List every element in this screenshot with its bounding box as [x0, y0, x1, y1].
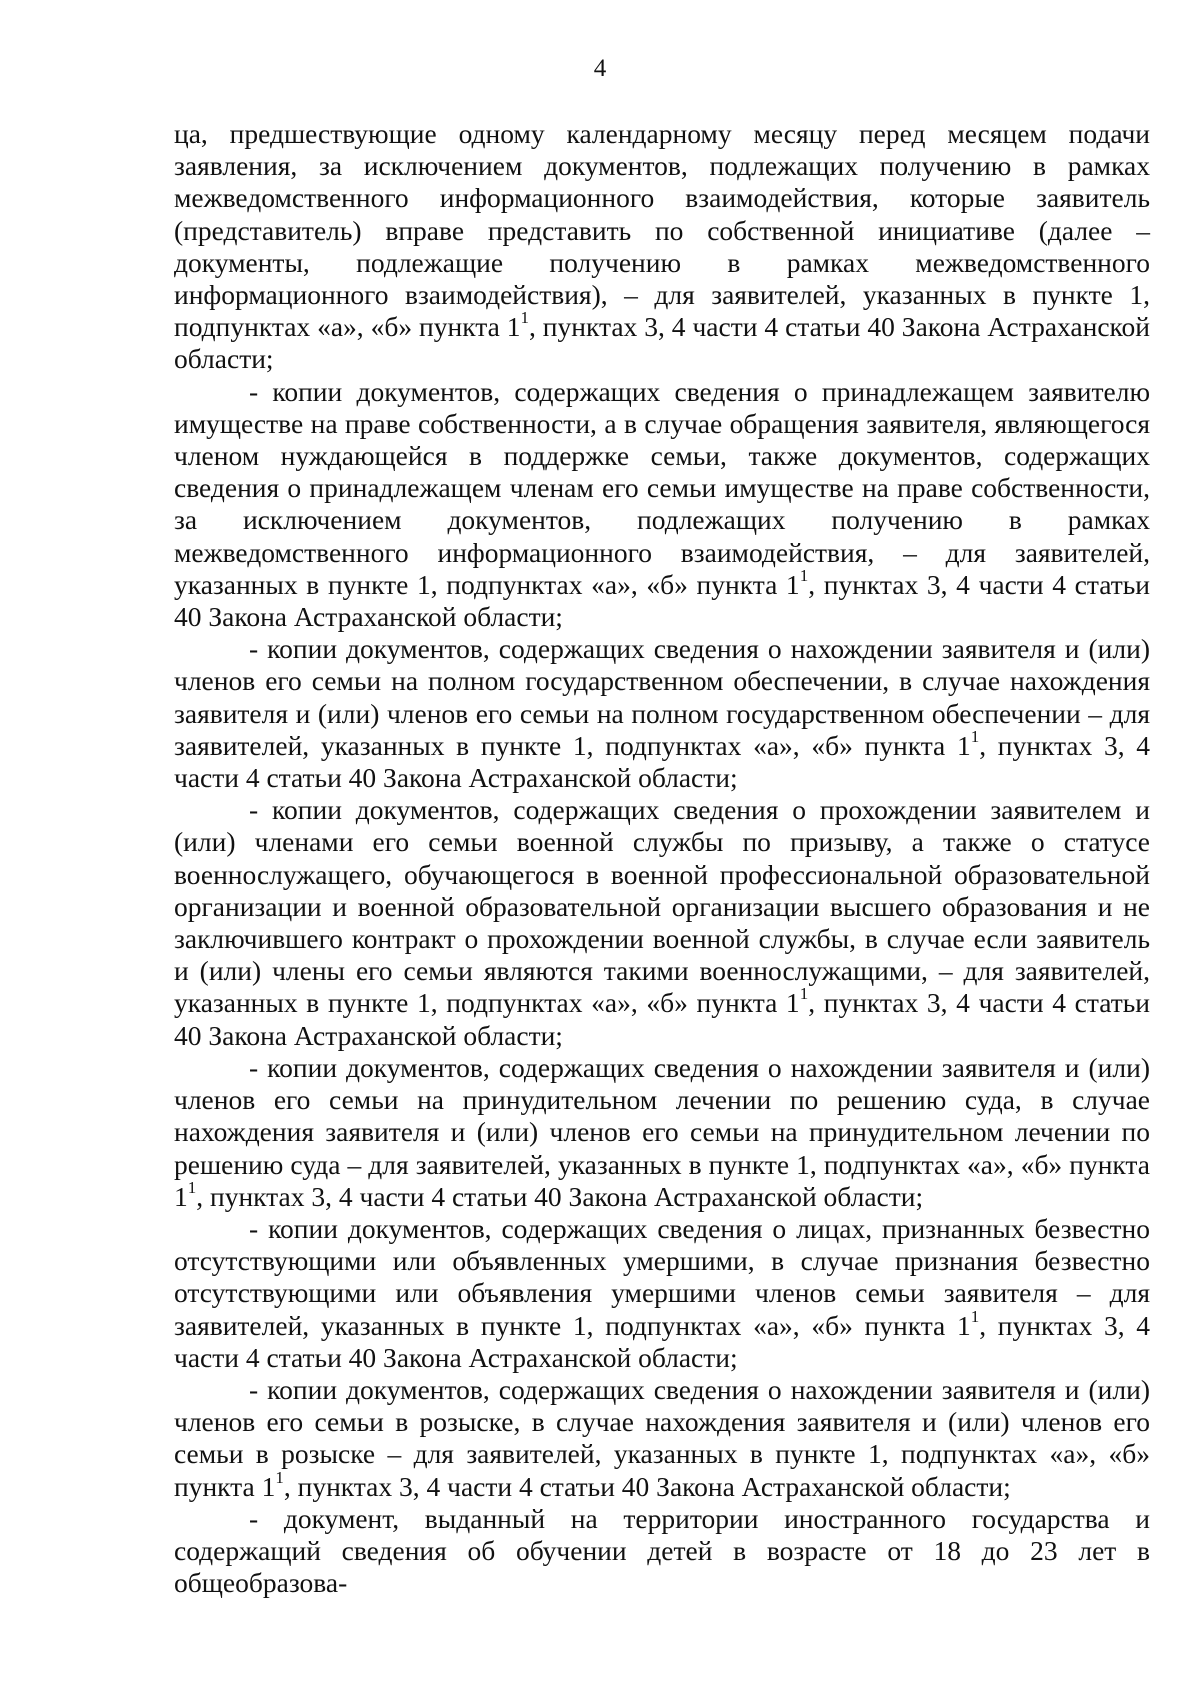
paragraph-text: - копии документов, содержащих сведения о лицах, признанных безвестно отсутствующими или объявленных умершими, в случае признания безвестно отсутствующими или объявления умершими членов семьи заявителя – для заявителей, указанных в пункте 1, подпунктах «а», «б» пункта 1 [174, 1212, 1150, 1341]
paragraph [174, 118, 1150, 376]
paragraph-text: , пунктах 3, 4 части 4 статьи 40 Закона Астраханской области; [174, 987, 1150, 1051]
document-body [174, 118, 1150, 1599]
superscript: 1 [520, 308, 529, 328]
paragraph [174, 1503, 1150, 1600]
paragraph-text: , пунктах 3, 4 части 4 статьи 40 Закона Астраханской области; [174, 568, 1150, 633]
paragraph [174, 376, 1150, 634]
paragraph [174, 633, 1150, 794]
paragraph-text: ца, предшествующие одному календарному месяцу перед месяцем подачи заявления, за исключением документов, подлежащих получению в рамках межведомственного информационного взаимодействия, которые заявитель (представитель) вправе представить по собственной инициативе (далее – документы, подлежащие получению в рамках межведомственного информационного взаимодействия), – для заявителей, указанных в пункте 1, подпунктах «а», «б» пункта 1 [174, 118, 1150, 343]
superscript: 1 [799, 565, 809, 585]
paragraph-text: - копии документов, содержащих сведения о прохождении заявителем и (или) членами его семьи военной службы по призыву, а также о статусе военнослужащего, обучающегося в военной профессиональной образовательной организации и военной образовательной организации высшего образования и не заключившего контракт о прохождении военной службы, в случае если заявитель и (или) члены его семьи являются такими военнослужащими, – для заявителей, указанных в пункте 1, подпунктах «а», «б» пункта 1 [174, 794, 1150, 1019]
paragraph-text: , пунктах 3, 4 части 4 статьи 40 Закона Астраханской области; [283, 1470, 1011, 1502]
superscript: 1 [799, 984, 809, 1004]
paragraph-text: - документ, выданный на территории иностранного государства и содержащий сведения об обучении детей в возрасте от 18 до 23 лет в общеобразова- [174, 1502, 1150, 1599]
paragraph-text: - копии документов, содержащих сведения о нахождении заявителя и (или) членов его семьи в розыске, в случае нахождения заявителя и (или) членов его семьи в розыске – для заявителей, указанных в пункте 1, подпунктах «а», «б» пункта 1 [174, 1373, 1150, 1502]
paragraph-text: - копии документов, содержащих сведения о нахождении заявителя и (или) членов его семьи на принудительном лечении по решению суда, в случае нахождения заявителя и (или) членов его семьи на принудительном лечении по решению суда – для заявителей, указанных в пункте 1, подпунктах «а», «б» пункта 1 [174, 1051, 1150, 1212]
paragraph [174, 1052, 1150, 1213]
paragraph-text: , пунктах 3, 4 части 4 статьи 40 Закона Астраханской области; [174, 729, 1150, 794]
superscript: 1 [970, 726, 980, 746]
superscript: 1 [275, 1467, 284, 1487]
paragraph-text: , пунктах 3, 4 части 4 статьи 40 Закона Астраханской области; [174, 1309, 1150, 1373]
paragraph [174, 1213, 1150, 1374]
paragraph-text: - копии документов, содержащих сведения о принадлежащем заявителю имуществе на праве собственности, а в случае обращения заявителя, являющегося членом нуждающейся в поддержке семьи, также документов, содержащих сведения о принадлежащем членам его семьи имуществе на праве собственности, за исключением документов, подлежащих получению в рамках межведомственного информационного взаимодействия, – для заявителей, указанных в пункте 1, подпунктах «а», «б» пункта 1 [174, 375, 1150, 600]
paragraph-text: - копии документов, содержащих сведения о нахождении заявителя и (или) членов его семьи на полном государственном обеспечении, в случае нахождения заявителя и (или) членов его семьи на полном государственном обеспечении – для заявителей, указанных в пункте 1, подпунктах «а», «б» пункта 1 [174, 633, 1150, 761]
page-number: 4 [593, 55, 607, 82]
paragraph-text: , пунктах 3, 4 части 4 статьи 40 Закона Астраханской области; [174, 311, 1150, 375]
paragraph-text: , пунктах 3, 4 части 4 статьи 40 Закона Астраханской области; [196, 1180, 924, 1212]
paragraph [174, 1374, 1150, 1503]
superscript: 1 [187, 1177, 197, 1197]
paragraph [174, 794, 1150, 1052]
superscript: 1 [970, 1306, 980, 1326]
